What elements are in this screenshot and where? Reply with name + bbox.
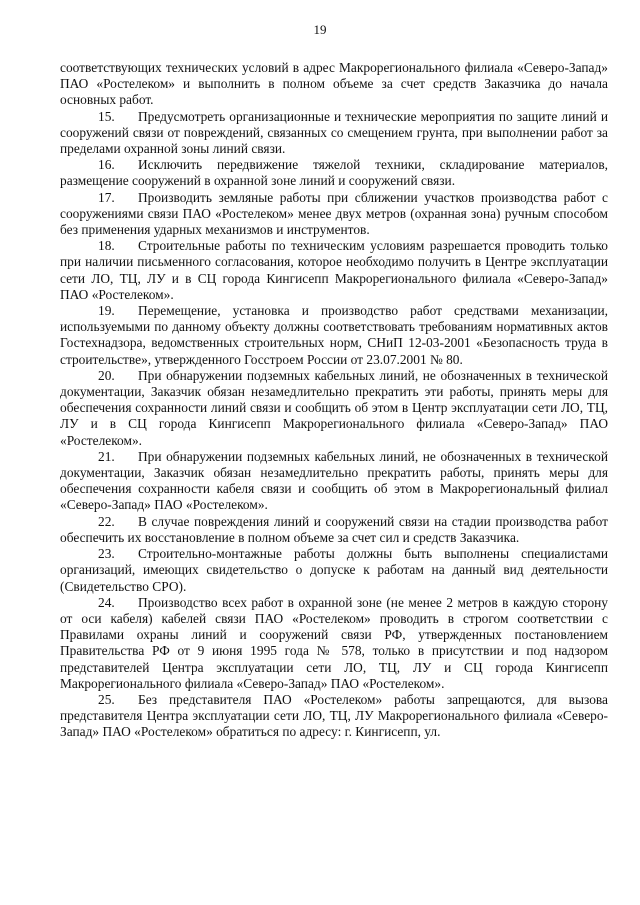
paragraph-number: 15. <box>98 108 115 124</box>
paragraph-item-18 <box>60 238 608 303</box>
paragraph-number: 17. <box>98 189 115 205</box>
paragraph-text: Производство всех работ в охранной зоне (не менее 2 метров в каждую сторону от оси кабеля) кабелей связи ПАО «Ростелеком» проводить в строгом соответствии с Правилами охраны линий и сооружений связи РФ, утвержденных постановлением Правительства РФ от 9 июня 1995 года № 578, только в присутствии и под надзором представителей Центра эксплуатации сети ЛО, ТЦ, ЛУ и СЦ города Кингисепп Макрорегионального филиала «Северо-Запад» ПАО «Ростелеком». <box>60 594 608 691</box>
paragraph-number: 16. <box>98 157 115 173</box>
paragraph-text: Строительно-монтажные работы должны быть выполнены специалистами организаций, имеющих свидетельство о допуске к работам на данный вид деятельности (Свидетельство СРО). <box>60 546 608 594</box>
paragraph-text: Исключить передвижение тяжелой техники, складирование материалов, размещение сооружений в охранной зоне линий и сооружений связи. <box>60 157 608 189</box>
paragraph-text: Строительные работы по техническим условиям разрешается проводить только при наличии письменного согласования, которое необходимо получить в Центре эксплуатации сети ЛО, ТЦ, ЛУ и в СЦ города Кингисепп Макрорегионального филиала «Северо-Запад» ПАО «Ростелеком». <box>60 238 608 302</box>
paragraph-text: При обнаружении подземных кабельных линий, не обозначенных в технической документации, Заказчик обязан незамедлительно прекратить эти работы, принять меры для обеспечения сохранности линий связи и сообщить об этом в Центр эксплуатации сети ЛО, ТЦ, ЛУ и в СЦ города Кингисепп Макрорегионального филиала «Северо-Запад» ПАО «Ростелеком». <box>60 367 608 448</box>
paragraph-text: Предусмотреть организационные и технические мероприятия по защите линий и сооружений связи от повреждений, связанных со смещением грунта, при выполнении работ за пределами охранной зоны линий связи. <box>60 108 608 157</box>
paragraph-item-16 <box>60 157 608 189</box>
paragraph-item-21 <box>60 449 608 514</box>
paragraph-number: 25. <box>98 691 115 707</box>
paragraph-item-19 <box>60 303 608 368</box>
paragraph-text: В случае повреждения линий и сооружений связи на стадии производства работ обеспечить их восстановление в полном объеме за счет сил и средств Заказчика. <box>60 513 608 545</box>
paragraph-text: При обнаружении подземных кабельных линий, не обозначенных в технической документации, Заказчик обязан незамедлительно прекратить работы, принять меры для обеспечения сохранности кабеля связи и сообщить об этом в Макрорегиональный филиал «Северо-Запад» ПАО «Ростелеком». <box>60 448 608 513</box>
paragraph-item-20 <box>60 368 608 449</box>
paragraph-item-23 <box>60 546 608 595</box>
paragraph-text: Производить земляные работы при сближении участков производства работ с сооружениями связи ПАО «Ростелеком» менее двух метров (охранная зона) ручным способом без применения ударных механизмов и инструментов. <box>60 189 608 238</box>
page-number: 19 <box>313 22 327 37</box>
paragraph-continuation <box>60 60 608 109</box>
paragraph-number: 20. <box>98 367 115 383</box>
paragraph-item-15 <box>60 109 608 158</box>
paragraph-item-17 <box>60 190 608 239</box>
paragraph-number: 24. <box>98 594 115 610</box>
paragraph-number: 23. <box>98 546 115 562</box>
paragraph-item-24 <box>60 595 608 692</box>
paragraph-text: Перемещение, установка и производство работ средствами механизации, используемыми по данному объекту должны соответствовать требованиям нормативных актов Гостехнадзора, ведомственных строительных норм, СНиП 12-03-2001 «Безопасность труда в строительстве», утвержденного Госстроем России от 23.07.2001 № 80. <box>60 303 608 367</box>
paragraph-item-22 <box>60 514 608 546</box>
document-body <box>60 60 608 741</box>
paragraph-number: 21. <box>98 448 115 464</box>
paragraph-number: 22. <box>98 513 115 529</box>
paragraph-text: соответствующих технических условий в адрес Макрорегионального филиала «Северо-Запад» ПАО «Ростелеком» и выполнить в полном объеме за счет средств Заказчика до начала основных работ. <box>60 60 608 108</box>
paragraph-item-25 <box>60 692 608 741</box>
paragraph-number: 18. <box>98 238 115 254</box>
paragraph-text: Без представителя ПАО «Ростелеком» работы запрещаются, для вызова представителя Центра эксплуатации сети ЛО, ТЦ, ЛУ Макрорегионального филиала «Северо-Запад» ПАО «Ростелеком» обратиться по адресу: г. Кингисепп, ул. <box>60 691 608 740</box>
paragraph-number: 19. <box>98 303 115 319</box>
